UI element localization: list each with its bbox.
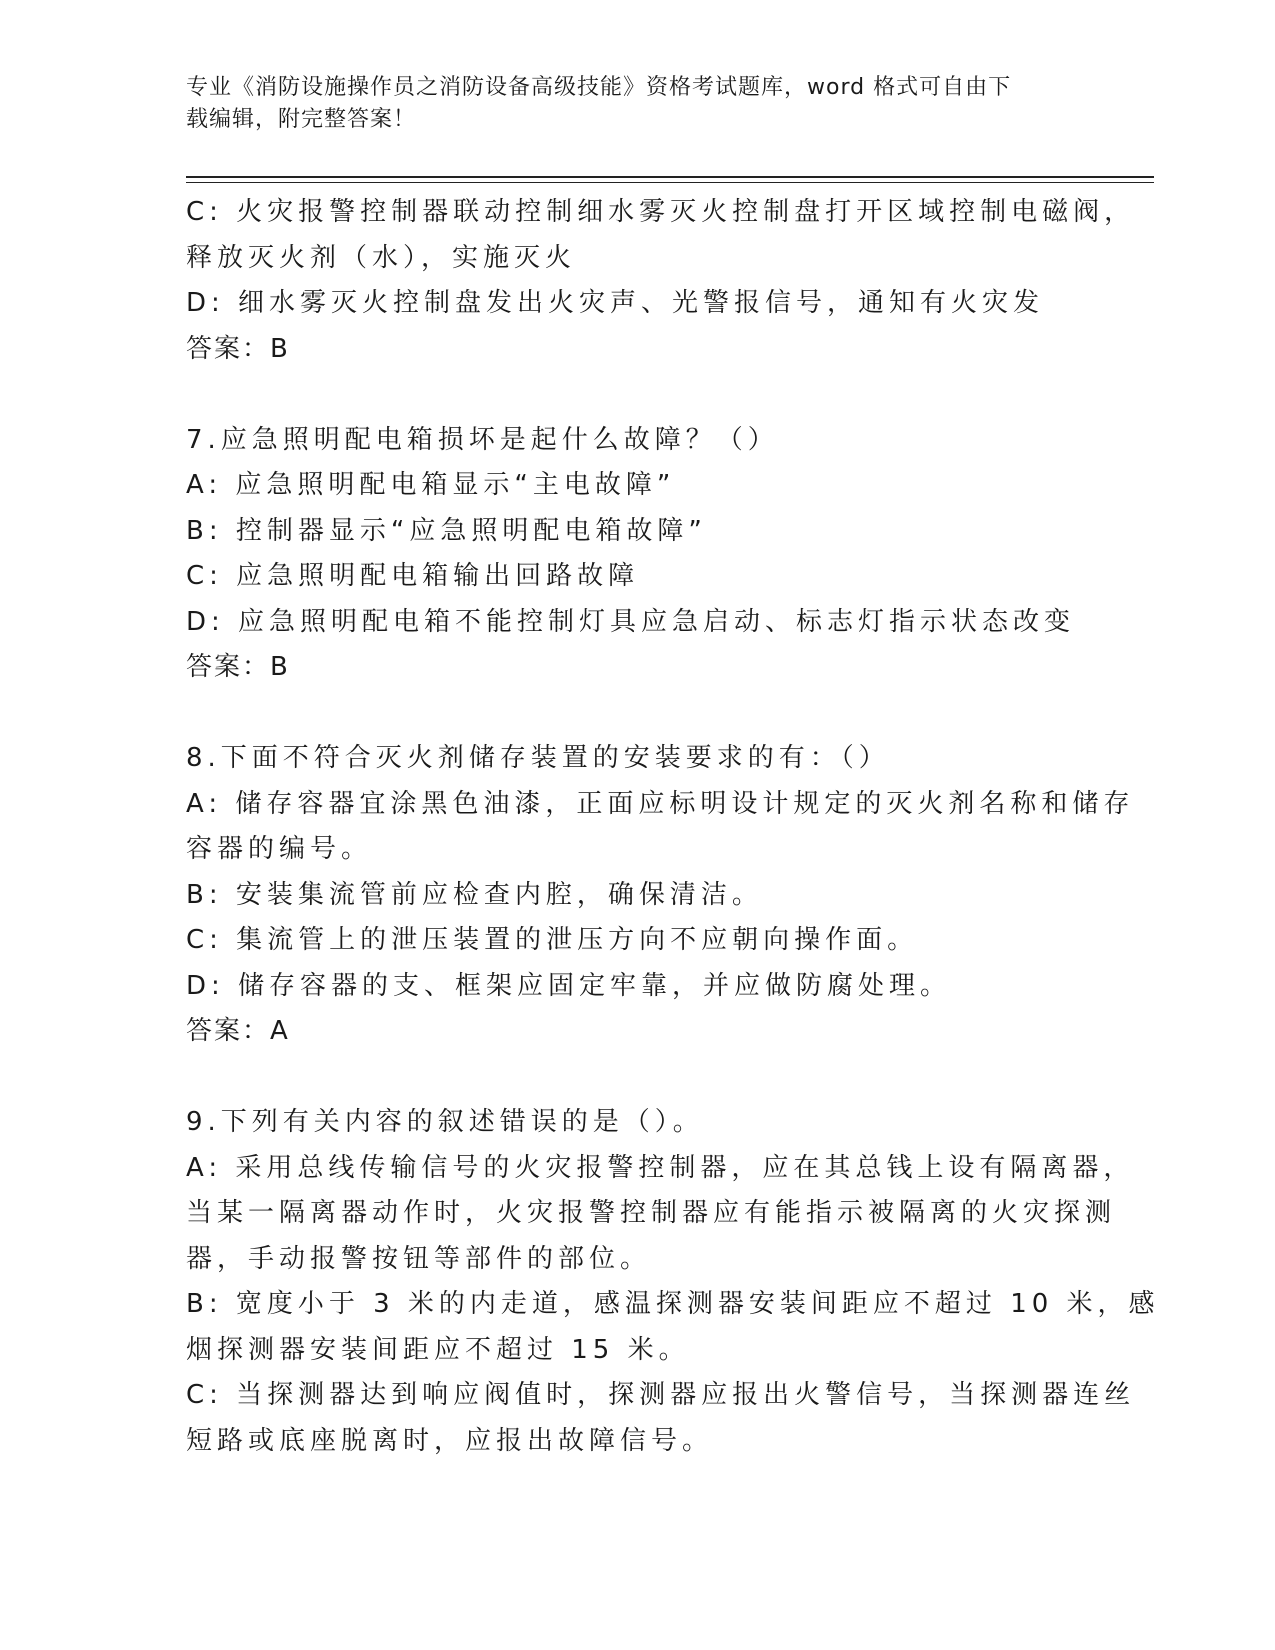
option-c-line-2: 短路或底座脱离时，应报出故障信号。: [186, 1425, 714, 1456]
header-divider-thin: [186, 182, 1154, 183]
question-text: 8.下面不符合灭火剂储存装置的安装要求的有：（）: [186, 743, 890, 773]
option-b-line-2: 烟探测器安装间距应不超过 15 米。: [186, 1334, 690, 1365]
option-d: D: 应急照明配电箱不能控制灯具应急启动、标志灯指示状态改变: [186, 606, 1076, 637]
question-text: 9.下列有关内容的叙述错误的是（）。: [186, 1107, 704, 1137]
header-line-1: 专业《消防设施操作员之消防设备高级技能》资格考试题库，word 格式可自由下: [186, 75, 1012, 100]
header-line-2: 载编辑，附完整答案！: [186, 107, 417, 132]
document-body: [186, 190, 1160, 1464]
page-header: [186, 72, 1066, 136]
question-6-tail: [186, 190, 1136, 372]
option-a: A: 应急照明配电箱显示“主电故障”: [186, 470, 676, 500]
option-a-line-2: 容器的编号。: [186, 834, 373, 864]
question-7: [186, 418, 1086, 691]
option-c-line-1: C: 火灾报警控制器联动控制细水雾灭火控制盘打开区域控制电磁阀，: [186, 197, 1136, 227]
answer: 答案：B: [186, 652, 290, 682]
answer: 答案：B: [186, 333, 290, 364]
option-a-line-1: A: 采用总线传输信号的火灾报警控制器，应在其总钱上设有隔离器，: [186, 1152, 1135, 1183]
option-c: C: 集流管上的泄压装置的泄压方向不应朝向操作面。: [186, 925, 919, 955]
option-a-line-1: A: 储存容器宜涂黑色油漆，正面应标明设计规定的灭火剂名称和储存: [186, 788, 1135, 819]
option-b-line-1: B: 宽度小于 3 米的内走道，感温探测器安装间距应不超过 10 米，感: [186, 1289, 1160, 1319]
option-d: D: 储存容器的支、框架应固定牢靠，并应做防腐处理。: [186, 970, 952, 1001]
question-9: [186, 1100, 1160, 1464]
option-c: C: 应急照明配电箱输出回路故障: [186, 561, 640, 591]
question-text: 7.应急照明配电箱损坏是起什么故障？（）: [186, 424, 779, 455]
option-c-line-2: 释放灭火剂（水），实施灭火: [186, 242, 577, 273]
option-a-line-2: 当某一隔离器动作时，火灾报警控制器应有能指示被隔离的火灾探测: [186, 1198, 1117, 1228]
answer: 答案：A: [186, 1016, 290, 1046]
header-divider-thick: [186, 176, 1154, 178]
option-a-line-3: 器，手动报警按钮等部件的部位。: [186, 1243, 652, 1274]
option-b: B: 控制器显示“应急照明配电箱故障”: [186, 515, 707, 546]
question-8: [186, 736, 1135, 1055]
option-d: D: 细水雾灭火控制盘发出火灾声、光警报信号，通知有火灾发: [186, 288, 1045, 318]
option-b: B: 安装集流管前应检查内腔，确保清洁。: [186, 879, 763, 910]
option-c-line-1: C: 当探测器达到响应阀值时，探测器应报出火警信号，当探测器连丝: [186, 1380, 1136, 1410]
